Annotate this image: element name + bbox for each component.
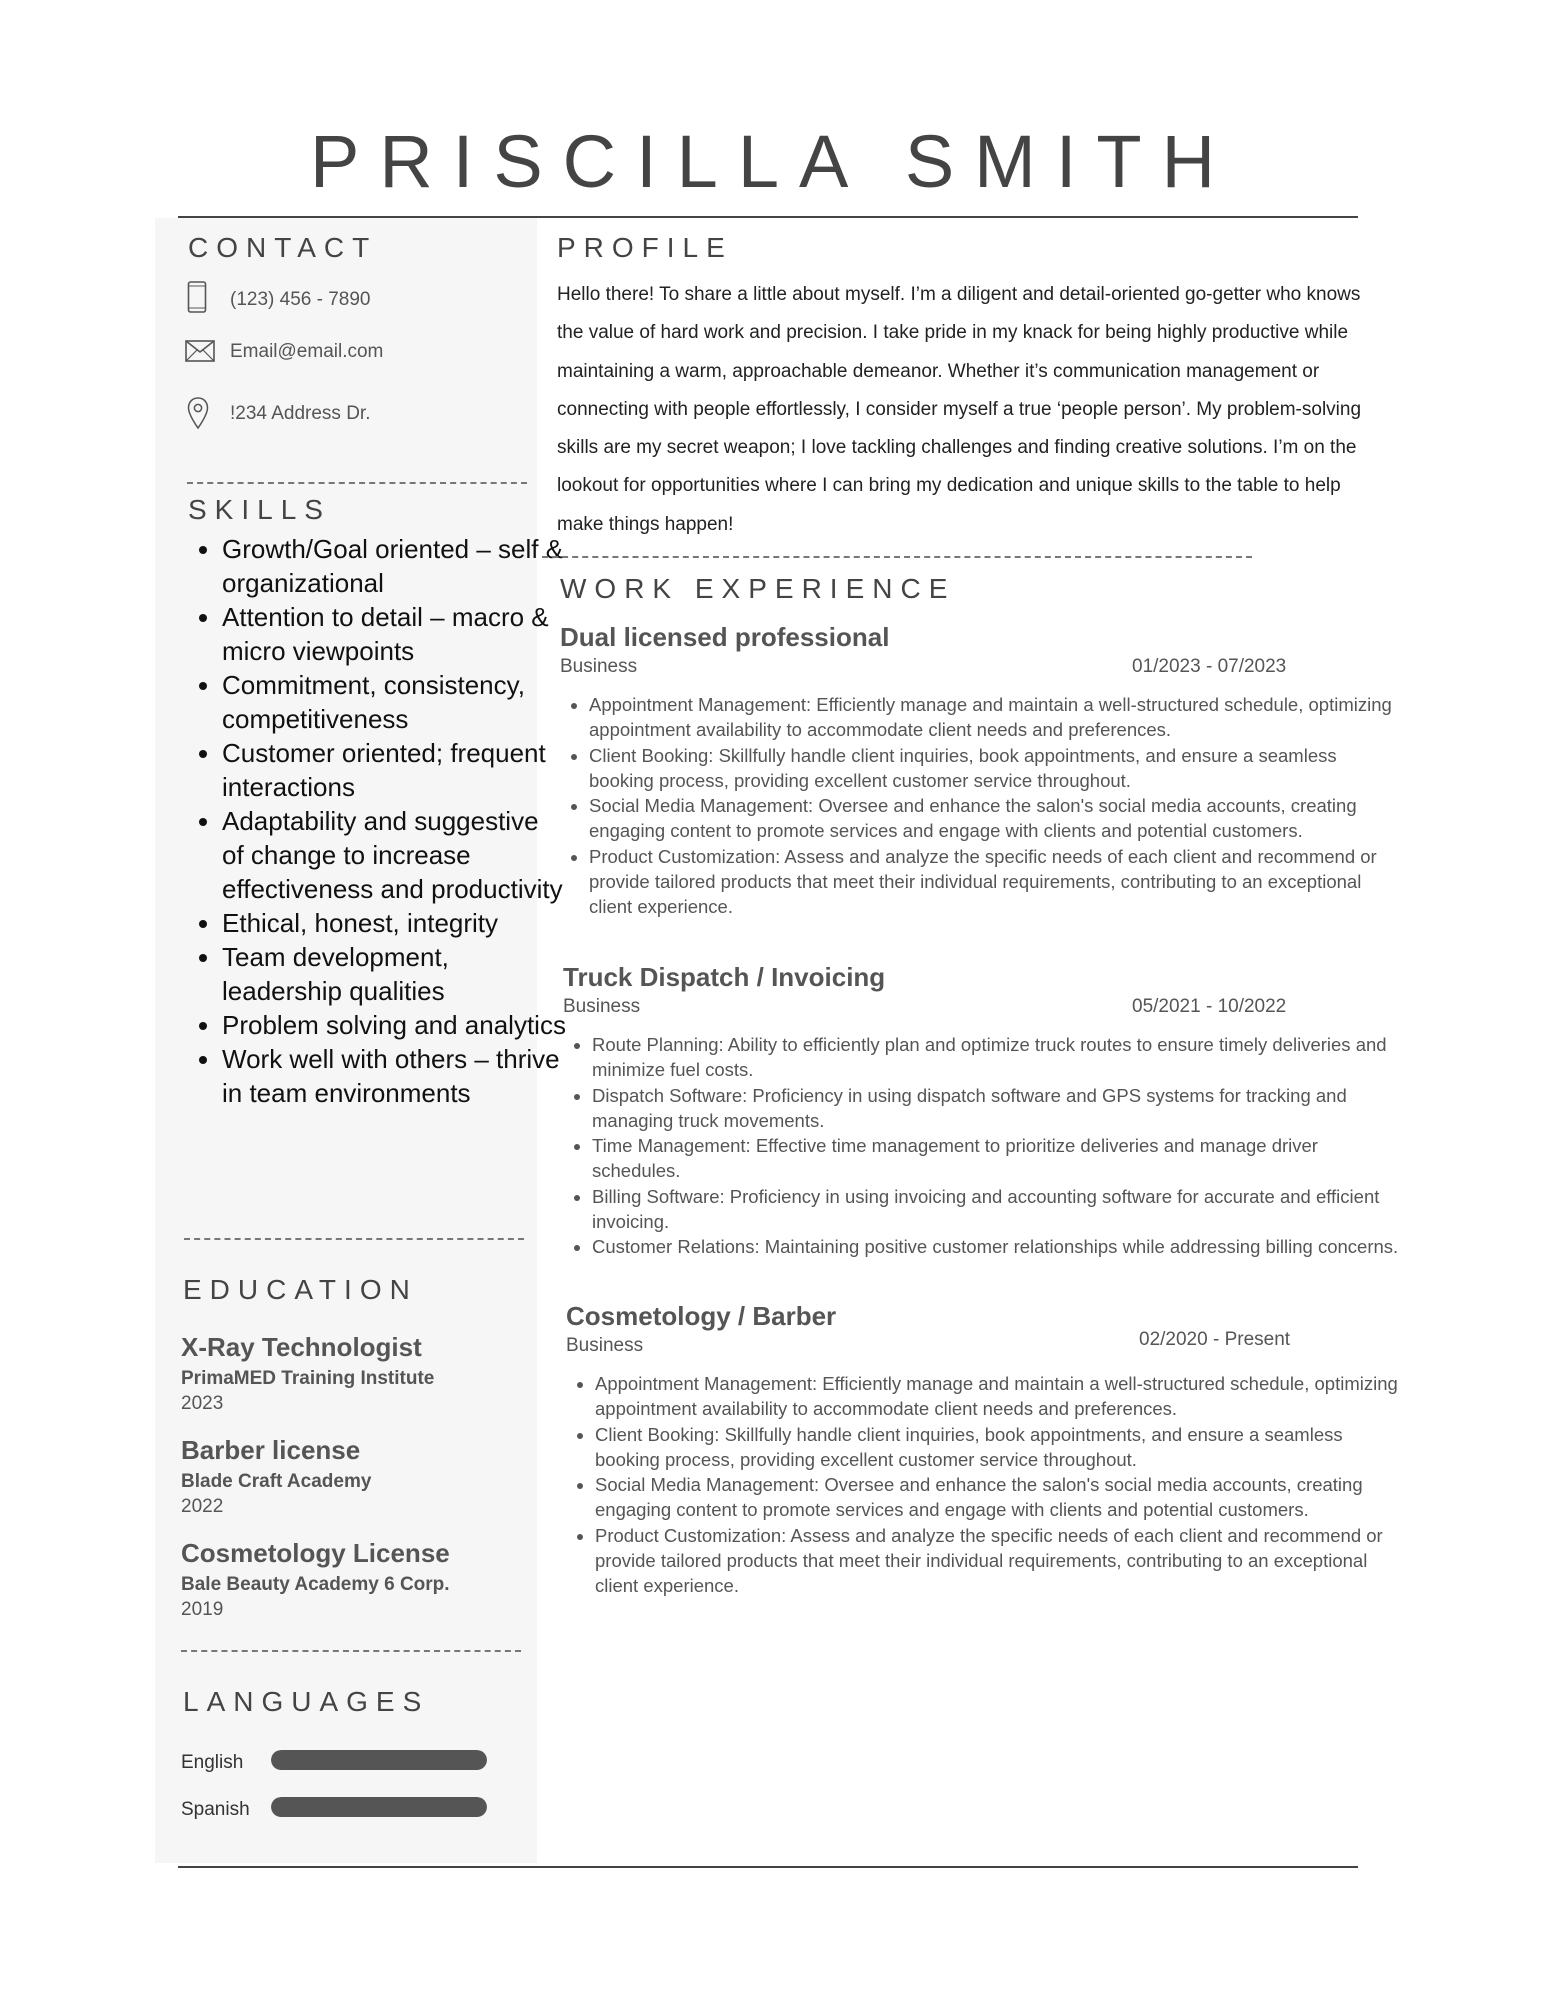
divider bbox=[181, 1650, 521, 1652]
skill-item: • Work well with others – thrive in team environments bbox=[222, 1042, 567, 1110]
job-duty: • Client Booking: Skillfully handle client inquiries, book appointments, and ensure a seamless booking process, providing excellent customer service throughout. bbox=[589, 743, 1400, 794]
education-item bbox=[181, 1435, 521, 1519]
job-duty: • Time Management: Effective time management to prioritize deliveries and manage driver schedules. bbox=[592, 1133, 1403, 1184]
mail-icon bbox=[185, 340, 215, 362]
work-experience-heading: WORK EXPERIENCE bbox=[560, 573, 956, 604]
education-school: Blade Craft Academy bbox=[181, 1471, 372, 1492]
job-dates: 01/2023 - 07/2023 bbox=[1132, 656, 1287, 677]
job-title: Cosmetology / Barber bbox=[566, 1301, 837, 1331]
skills-heading: SKILLS bbox=[188, 494, 331, 525]
job-company: Business bbox=[560, 656, 638, 677]
job-duty: • Billing Software: Proficiency in using invoicing and accounting software for accurate and efficient invoicing. bbox=[592, 1184, 1403, 1235]
education-title: Barber license bbox=[181, 1435, 361, 1465]
language-level-fill bbox=[271, 1750, 487, 1770]
job-duties bbox=[560, 692, 1400, 920]
job-duty: • Appointment Management: Efficiently manage and maintain a well-structured schedule, optimizing appointment availability to accommodate client needs and preferences. bbox=[589, 692, 1400, 743]
education-item bbox=[181, 1538, 521, 1622]
job-title: Dual licensed professional bbox=[560, 622, 890, 652]
job-duty: • Dispatch Software: Proficiency in using dispatch software and GPS systems for tracking and managing truck movements. bbox=[592, 1083, 1403, 1134]
profile-text: Hello there! To share a little about myself. I’m a diligent and detail-oriented go-getter who knows the value of hard work and precision. I take pride in my knack for being highly productive while maintaining a warm, approachable demeanor. Whether it’s communication management or connecting with people effortlessly, I consider myself a true ‘people person’. My problem-solving skills are my secret weapon; I love tackling challenges and finding creative solutions. I’m on the lookout for opportunities where I can bring my dedication and unique skills to the table to help make things happen! bbox=[557, 284, 1362, 535]
skill-item: • Adaptability and suggestive of change to increase effectiveness and productivity bbox=[222, 804, 567, 906]
skill-item: • Customer oriented; frequent interactions bbox=[222, 736, 567, 804]
job-entry bbox=[566, 1301, 1406, 1599]
profile-heading: PROFILE bbox=[557, 232, 733, 263]
education-heading: EDUCATION bbox=[183, 1274, 418, 1305]
job-duty: • Social Media Management: Oversee and enhance the salon's social media accounts, creating engaging content to promote services and engage with clients and potential customers. bbox=[589, 793, 1400, 844]
language-label: Spanish bbox=[181, 1799, 250, 1820]
skill-item: • Problem solving and analytics bbox=[222, 1008, 567, 1042]
divider bbox=[542, 556, 1252, 558]
job-dates: 05/2021 - 10/2022 bbox=[1132, 996, 1287, 1017]
language-label: English bbox=[181, 1752, 244, 1773]
skill-item: • Attention to detail – macro & micro viewpoints bbox=[222, 600, 567, 668]
job-duties bbox=[566, 1371, 1406, 1599]
job-duty: • Product Customization: Assess and analyze the specific needs of each client and recommend or provide tailored products that meet their individual requirements, contributing to an exceptional client experience. bbox=[595, 1523, 1406, 1599]
education-year: 2019 bbox=[181, 1599, 224, 1620]
job-company: Business bbox=[566, 1335, 644, 1356]
job-duty: • Client Booking: Skillfully handle client inquiries, book appointments, and ensure a seamless booking process, providing excellent customer service throughout. bbox=[595, 1422, 1406, 1473]
languages-heading: LANGUAGES bbox=[183, 1686, 430, 1717]
skill-item: • Ethical, honest, integrity bbox=[222, 906, 567, 940]
contact-heading: CONTACT bbox=[188, 232, 378, 263]
skill-item: • Commitment, consistency, competitiveness bbox=[222, 668, 567, 736]
education-title: Cosmetology License bbox=[181, 1538, 450, 1568]
job-duty: • Social Media Management: Oversee and enhance the salon's social media accounts, creating engaging content to promote services and engage with clients and potential customers. bbox=[595, 1472, 1406, 1523]
phone-icon bbox=[187, 281, 207, 313]
job-entry bbox=[560, 622, 1400, 920]
language-level-bar bbox=[271, 1797, 487, 1817]
skill-item: • Team development, leadership qualities bbox=[222, 940, 567, 1008]
job-duty: • Customer Relations: Maintaining positive customer relationships while addressing billing concerns. bbox=[592, 1234, 1403, 1259]
location-pin-icon bbox=[187, 397, 209, 429]
footer-rule bbox=[178, 1866, 1358, 1868]
job-dates: 02/2020 - Present bbox=[1139, 1329, 1291, 1350]
education-item bbox=[181, 1332, 521, 1416]
contact-address: !234 Address Dr. bbox=[230, 403, 371, 424]
job-duty: • Appointment Management: Efficiently manage and maintain a well-structured schedule, optimizing appointment availability to accommodate client needs and preferences. bbox=[595, 1371, 1406, 1422]
education-title: X-Ray Technologist bbox=[181, 1332, 422, 1362]
job-company: Business bbox=[563, 996, 641, 1017]
job-duty: • Product Customization: Assess and analyze the specific needs of each client and recommend or provide tailored products that meet their individual requirements, contributing to an exceptional client experience. bbox=[589, 844, 1400, 920]
skills-list bbox=[184, 532, 567, 1110]
resume-name: PRISCILLA SMITH bbox=[309, 120, 1236, 203]
divider bbox=[187, 482, 527, 484]
education-year: 2023 bbox=[181, 1393, 224, 1414]
language-level-bar bbox=[271, 1750, 487, 1770]
divider bbox=[184, 1238, 524, 1240]
job-duty: • Route Planning: Ability to efficiently plan and optimize truck routes to ensure timely deliveries and minimize fuel costs. bbox=[592, 1032, 1403, 1083]
education-school: PrimaMED Training Institute bbox=[181, 1368, 435, 1389]
job-title: Truck Dispatch / Invoicing bbox=[563, 962, 886, 992]
language-level-fill bbox=[271, 1797, 487, 1817]
job-entry bbox=[563, 962, 1403, 1260]
job-duties bbox=[563, 1032, 1403, 1260]
contact-email[interactable]: Email@email.com bbox=[230, 341, 384, 362]
skill-item: • Growth/Goal oriented – self & organizational bbox=[222, 532, 567, 600]
contact-phone: (123) 456 - 7890 bbox=[230, 289, 371, 310]
education-year: 2022 bbox=[181, 1496, 224, 1517]
education-school: Bale Beauty Academy 6 Corp. bbox=[181, 1574, 450, 1595]
